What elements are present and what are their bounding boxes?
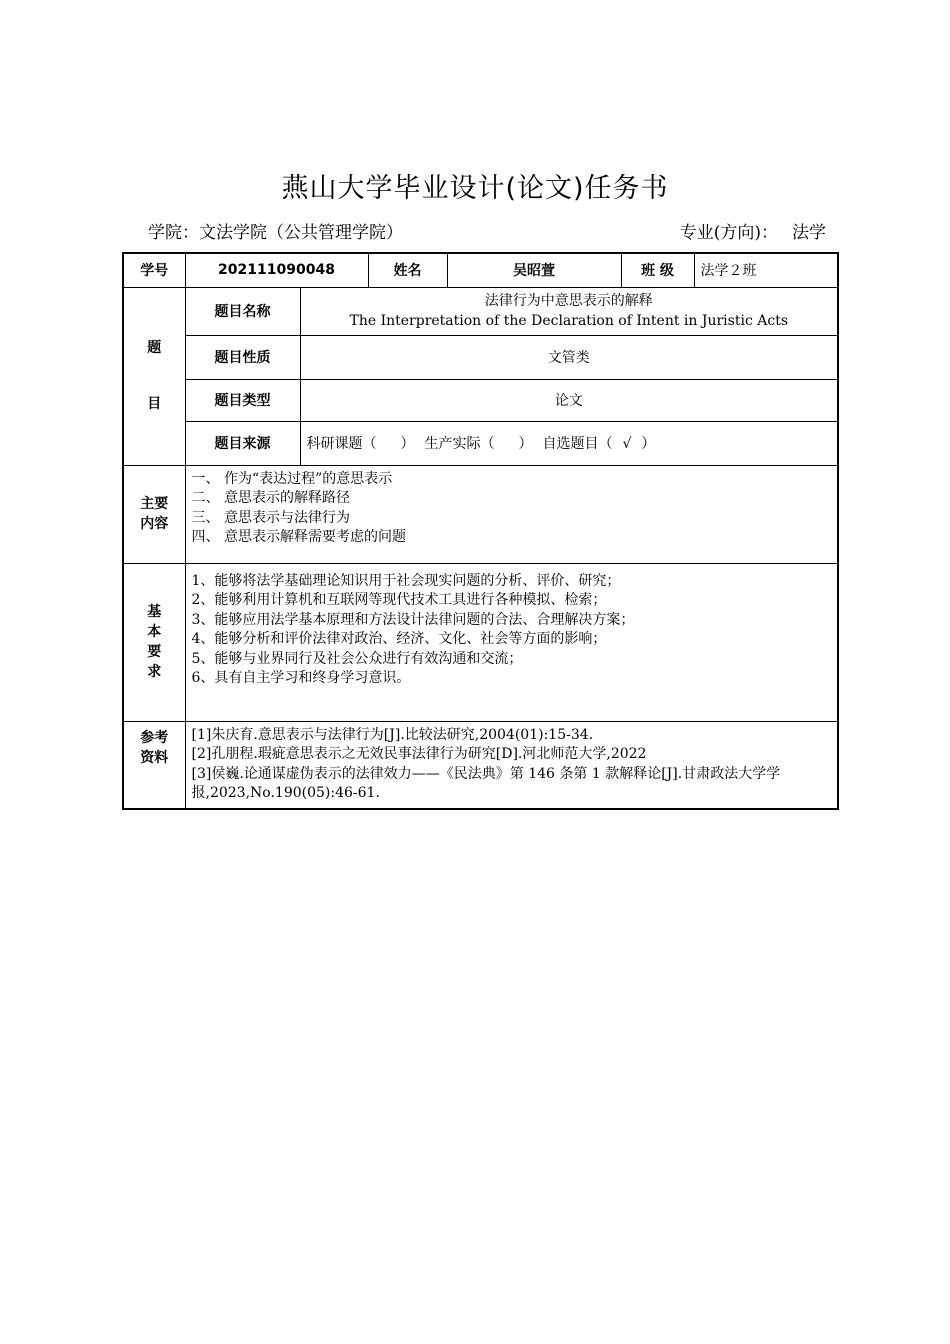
topic-type-value: 论文	[300, 379, 838, 421]
college-field: 学院：文法学院（公共管理学院）	[148, 223, 403, 243]
topic-label-char-2: 目	[147, 396, 162, 412]
main-content-list	[185, 465, 838, 563]
references-row	[123, 721, 838, 809]
requirements-row	[123, 563, 838, 721]
list-item: 1、能够将法学基础理论知识用于社会现实问题的分析、评价、研究；	[191, 572, 621, 589]
topic-source-options	[300, 421, 838, 465]
requirements-label-char: 基	[147, 604, 162, 620]
references-list	[185, 721, 838, 809]
topic-section-label	[123, 287, 185, 465]
source-self-check: √	[622, 436, 632, 452]
list-item: 一、 作为“表达过程”的意思表示	[191, 470, 393, 487]
topic-name-en: The Interpretation of the Declaration of Intent in Juristic Acts	[349, 313, 788, 329]
student-id-value: 202111090048	[185, 253, 368, 287]
requirements-list	[185, 563, 838, 721]
name-label: 姓名	[368, 253, 447, 287]
main-content-row	[123, 465, 838, 563]
topic-name-label: 题目名称	[185, 287, 300, 335]
source-production-close: ）	[518, 436, 533, 452]
list-item: 三、 意思表示与法律行为	[191, 509, 350, 526]
topic-name-row	[123, 287, 838, 335]
reference-item: [1]朱庆育.意思表示与法律行为[J].比较法研究,2004(01):15-34.	[191, 726, 594, 743]
list-item: 4、能够分析和评价法律对政治、经济、文化、社会等方面的影响；	[191, 631, 607, 647]
student-id-label: 学号	[123, 253, 185, 287]
list-item: 二、 意思表示的解释路径	[191, 490, 350, 506]
references-label-1: 参考	[140, 729, 169, 746]
major-label: 专业(方向)：	[679, 223, 778, 243]
source-research-label: 科研课题（	[306, 436, 377, 452]
requirements-label-char: 求	[147, 664, 162, 680]
topic-nature-row	[123, 335, 838, 379]
topic-source-row	[123, 421, 838, 465]
topic-name-value	[300, 287, 838, 335]
major-value: 法学	[792, 223, 826, 243]
requirements-label-char: 本	[147, 624, 162, 640]
source-production-label: 生产实际（	[424, 436, 495, 452]
class-label: 班 级	[621, 253, 694, 287]
list-item: 2、能够利用计算机和互联网等现代技术工具进行各种模拟、检索；	[191, 592, 607, 608]
topic-nature-value: 文管类	[300, 335, 838, 379]
source-self-close: ）	[641, 436, 656, 452]
topic-type-row	[123, 379, 838, 421]
references-label-2: 资料	[140, 749, 169, 766]
main-content-label-2: 内容	[140, 516, 169, 532]
list-item: 5、能够与业界同行及社会公众进行有效沟通和交流；	[191, 650, 523, 667]
reference-item: [2]孔朋程.瑕疵意思表示之无效民事法律行为研究[D].河北师范大学,2022	[191, 746, 647, 762]
list-item: 3、能够应用法学基本原理和方法设计法律问题的合法、合理解决方案；	[191, 611, 635, 628]
source-research-close: ）	[400, 436, 415, 452]
header-row	[123, 253, 838, 287]
page-title: 燕山大学毕业设计(论文)任务书	[281, 173, 669, 204]
reference-item: [3]侯巍.论通谋虚伪表示的法律效力——《民法典》第 146 条第 1 款解释论[J].甘肃政法大学学报,2023,No.190(05):46-61.	[191, 765, 781, 801]
list-item: 6、具有自主学习和终身学习意识。	[191, 670, 411, 686]
list-item: 四、 意思表示解释需要考虑的问题	[191, 529, 406, 545]
topic-label-char-1: 题	[147, 340, 162, 356]
source-self-label: 自选题目（	[542, 436, 613, 452]
requirements-label-char: 要	[147, 644, 162, 660]
references-label	[123, 721, 185, 809]
task-table	[122, 252, 839, 810]
main-content-label-1: 主要	[140, 496, 169, 512]
class-value: 法学２班	[694, 253, 838, 287]
topic-type-label: 题目类型	[185, 379, 300, 421]
topic-name-cn: 法律行为中意思表示的解释	[484, 293, 653, 309]
main-content-label	[123, 465, 185, 563]
major-field	[680, 218, 826, 243]
requirements-label	[123, 563, 185, 721]
name-value: 吴昭萱	[447, 253, 621, 287]
topic-nature-label: 题目性质	[185, 335, 300, 379]
topic-source-label: 题目来源	[185, 421, 300, 465]
